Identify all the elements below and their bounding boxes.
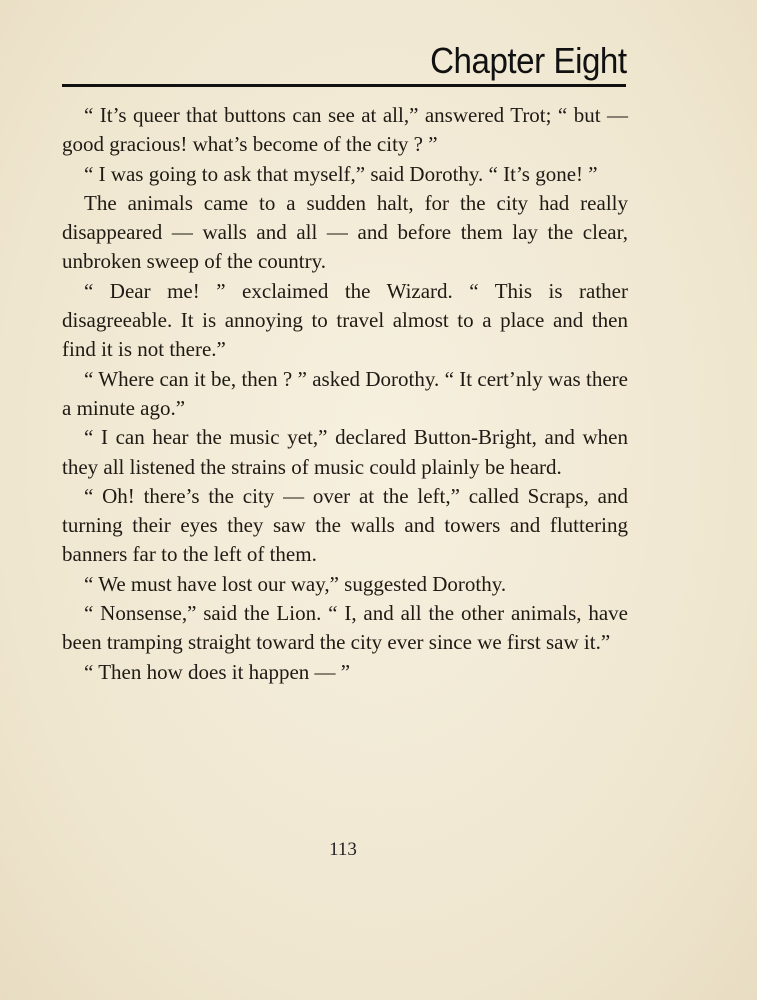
paragraph: “ Where can it be, then ? ” asked Dorothy. “ It cert’nly was there a minute ago.” xyxy=(62,366,628,420)
paragraph: “ I was going to ask that myself,” said Dorothy. “ It’s gone! ” xyxy=(84,161,598,186)
header-rule xyxy=(62,84,626,87)
paragraph: “ Oh! there’s the city — over at the left,” called Scraps, and turning their eyes they saw the walls and towers and fluttering banners far to the left of them. xyxy=(62,483,628,567)
paragraph: “ It’s queer that buttons can see at all,” answered Trot; “ but — good gracious! what’s become of the city ? ” xyxy=(62,103,628,157)
paragraph: The animals came to a sudden halt, for the city had really disappeared — walls and all — and before them lay the clear, unbroken sweep of the country. xyxy=(62,190,628,274)
paragraph: “ I can hear the music yet,” declared Button-Bright, and when they all listened the strains of music could plainly be heard. xyxy=(62,425,628,479)
chapter-title: Chapter Eight xyxy=(430,40,627,81)
paragraph: “ We must have lost our way,” suggested Dorothy. xyxy=(84,571,507,596)
paragraph: “ Nonsense,” said the Lion. “ I, and all the other animals, have been tramping straight toward the city ever since we first saw it.” xyxy=(62,601,628,655)
page-number: 113 xyxy=(329,839,357,860)
paragraph: “ Dear me! ” exclaimed the Wizard. “ This is rather disagreeable. It is annoying to travel almost to a place and then find it is not there.” xyxy=(62,278,628,362)
paragraph: “ Then how does it happen — ” xyxy=(84,659,351,684)
body-text xyxy=(62,101,628,687)
